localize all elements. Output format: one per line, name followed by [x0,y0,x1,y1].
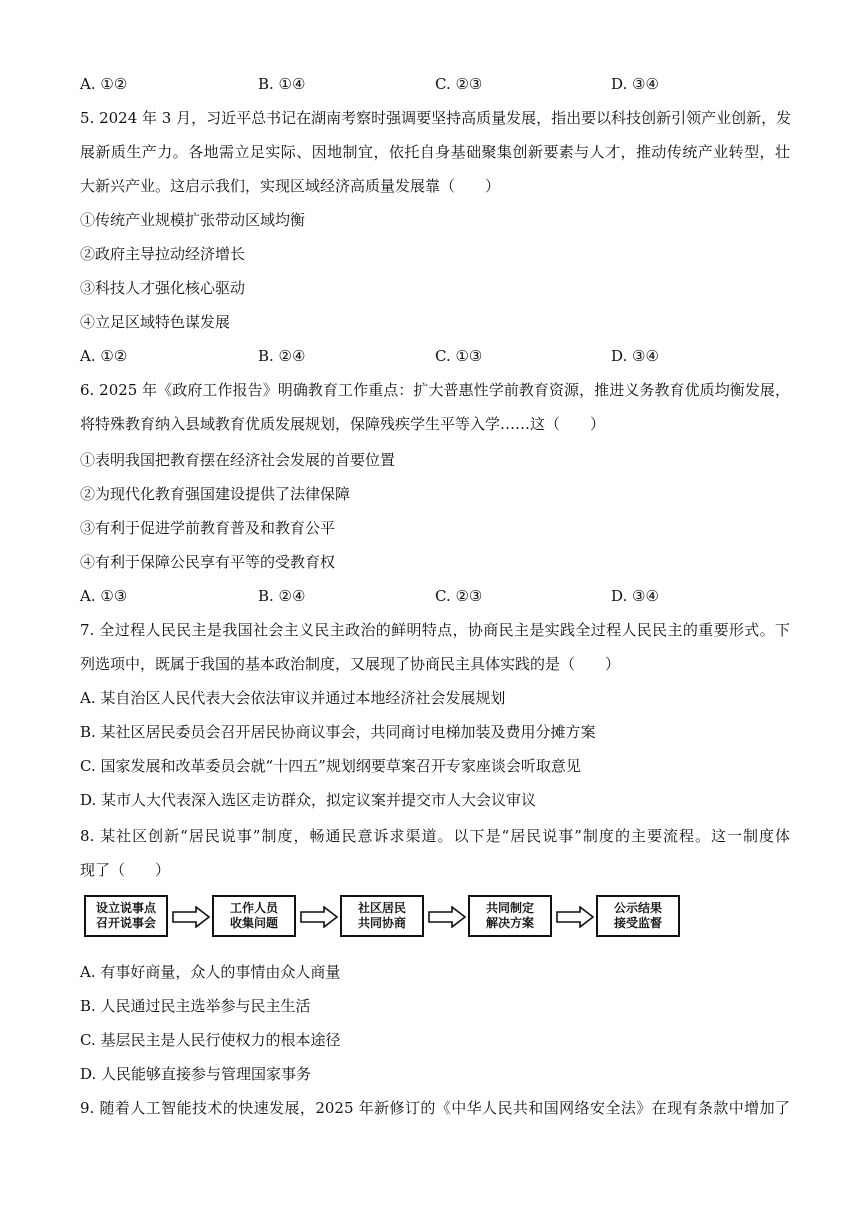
q7-option-d: D. 某市人大代表深入选区走访群众，拟定议案并提交市人大会议审议 [80,791,537,809]
q8-option-c: C. 基层民主是人民行使权力的根本途径 [80,1031,341,1049]
q5-statement-4: ④立足区域特色谋发展 [80,313,231,331]
q4-option-a: A. ①② [80,75,128,93]
q5-statement-3: ③科技人才强化核心驱动 [80,279,246,297]
q5-option-c: C. ①③ [435,347,483,365]
q5-option-a: A. ①② [80,347,128,365]
q4-options [80,74,800,94]
flow-step-1 [84,895,168,937]
flow-arrow-2-icon [300,906,338,928]
q6-statement-4: ④有利于保障公民享有平等的受教育权 [80,553,336,571]
q7-option-c: C. 国家发展和改革委员会就“十四五”规划纲要草案召开专家座谈会听取意见 [80,757,581,775]
q5-statement-1: ①传统产业规模扩张带动区域均衡 [80,211,306,229]
q4-option-b: B. ①④ [258,75,306,93]
q8-option-a: A. 有事好商量，众人的事情由众人商量 [80,963,341,981]
q7-option-a: A. 某自治区人民代表大会依法审议并通过本地经济社会发展规划 [80,689,506,707]
flow-step-4-line-1: 共同制定 [485,901,534,915]
flow-step-2-line-2: 收集问题 [229,916,278,930]
flow-step-4-line-2: 解决方案 [485,916,534,930]
flow-step-5 [596,895,680,937]
flow-arrow-4-icon [556,906,594,928]
q8-stem-line-2: 现了（ ） [80,861,171,879]
q7-stem-line-1: 7. 全过程人民民主是我国社会主义民主政治的鲜明特点，协商民主是实践全过程人民民主的重要形式。下 [80,621,790,639]
flow-step-2-line-1: 工作人员 [229,901,278,915]
q6-option-a: A. ①③ [80,587,128,605]
flow-step-2 [212,895,296,937]
q6-stem-line-1: 6. 2025 年《政府工作报告》明确教育工作重点：扩大普惠性学前教育资源，推进义务教育优质均衡发展， [80,381,790,399]
q6-option-d: D. ③④ [611,587,659,605]
q5-stem-line-1: 5. 2024 年 3 月，习近平总书记在湖南考察时强调要坚持高质量发展，指出要以科技创新引领产业创新，发 [80,109,792,127]
flow-arrow-1-icon [172,906,210,928]
q8-option-b: B. 人民通过民主选举参与民主生活 [80,997,311,1015]
q9-stem-line-1: 9. 随着人工智能技术的快速发展，2025 年新修订的《中华人民共和国网络安全法》在现有条款中增加了 [80,1099,790,1117]
q8-stem-line-1: 8. 某社区创新“居民说事”制度，畅通民意诉求渠道。以下是“居民说事”制度的主要流程。这一制度体 [80,827,790,845]
q5-statement-2: ②政府主导拉动经济增长 [80,245,246,263]
q6-option-c: C. ②③ [435,587,483,605]
flow-step-3-line-1: 社区居民 [357,901,406,915]
q7-option-b: B. 某社区居民委员会召开居民协商议事会，共同商讨电梯加装及费用分摊方案 [80,723,596,741]
flow-step-5-line-2: 接受监督 [613,916,662,930]
flow-step-1-line-2: 召开说事会 [95,916,156,930]
flow-step-4 [468,895,552,937]
q5-option-d: D. ③④ [611,347,659,365]
q8-option-d: D. 人民能够直接参与管理国家事务 [80,1065,312,1083]
q8-flowchart [84,895,684,943]
q6-statement-2: ②为现代化教育强国建设提供了法律保障 [80,485,351,503]
flow-step-3 [340,895,424,937]
q4-option-d: D. ③④ [611,75,659,93]
q5-stem-line-2: 展新质生产力。各地需立足实际、因地制宜，依托自身基础聚集创新要素与人才，推动传统产业转型，壮 [80,143,790,161]
flow-step-5-line-1: 公示结果 [613,901,662,915]
q5-option-b: B. ②④ [258,347,306,365]
q6-option-b: B. ②④ [258,587,306,605]
q6-options [80,586,800,606]
q7-stem-line-2: 列选项中，既属于我国的基本政治制度，又展现了协商民主具体实践的是（ ） [80,655,621,673]
q5-options [80,346,800,366]
flow-arrow-3-icon [428,906,466,928]
flow-step-1-line-1: 设立说事点 [95,901,156,915]
q6-stem-line-2: 将特殊教育纳入县域教育优质发展规划，保障残疾学生平等入学……这（ ） [80,415,606,433]
q4-option-c: C. ②③ [435,75,483,93]
flow-step-3-line-2: 共同协商 [357,916,406,930]
q5-stem-line-3: 大新兴产业。这启示我们，实现区域经济高质量发展靠（ ） [80,177,501,195]
q6-statement-1: ①表明我国把教育摆在经济社会发展的首要位置 [80,451,396,469]
q6-statement-3: ③有利于促进学前教育普及和教育公平 [80,519,336,537]
